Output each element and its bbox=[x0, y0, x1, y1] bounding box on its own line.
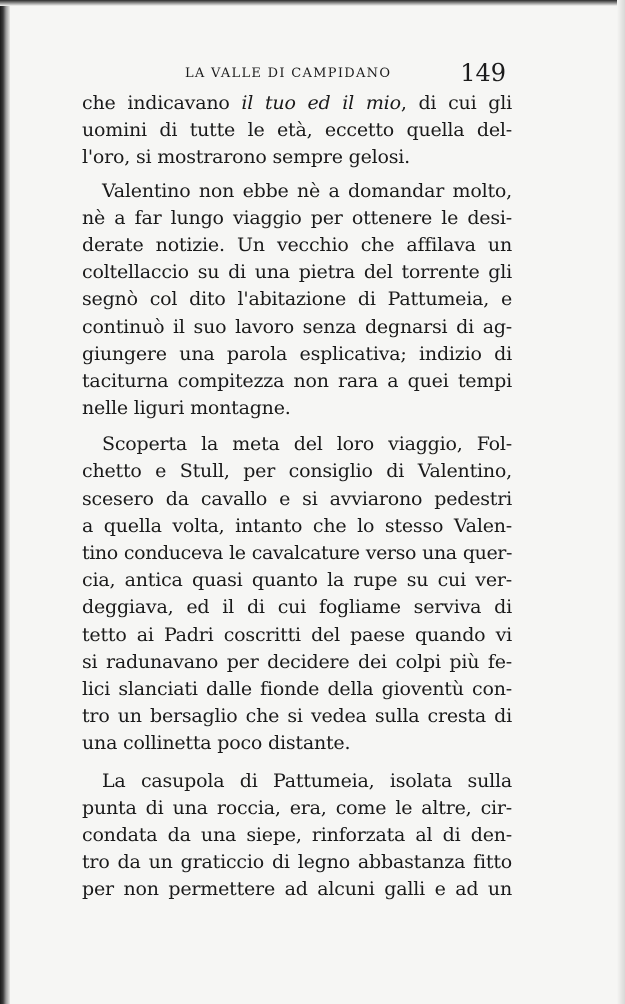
text-line: una collinetta poco distante. bbox=[82, 732, 351, 755]
text-line: l'oro, si mostrarono sempre gelosi. bbox=[82, 146, 411, 169]
italic-phrase: il tuo ed il mio bbox=[241, 92, 401, 114]
text-line: tro un bersaglio che si vedea sulla cresta di bbox=[82, 705, 512, 728]
paragraph-first-line: Scoperta la meta del loro viaggio, Fol- bbox=[102, 433, 512, 456]
text-line: uomini di tutte le età, eccetto quella del- bbox=[82, 119, 512, 142]
body-text bbox=[82, 90, 512, 903]
page-binding-shadow bbox=[0, 0, 10, 1004]
text-line: coltellaccio su di una pietra del torrente gli bbox=[82, 261, 512, 284]
page-right-shade bbox=[617, 0, 625, 1004]
text-line: nelle liguri montagne. bbox=[82, 397, 291, 420]
text-line: chetto e Stull, per consiglio di Valentino, bbox=[82, 460, 512, 483]
page-header bbox=[80, 59, 510, 92]
text-line: tro da un graticcio di legno abbastanza fitto bbox=[82, 851, 512, 874]
paragraph-first-line: La casupola di Pattumeia, isolata sulla bbox=[102, 769, 512, 792]
paragraph-first-line: Valentino non ebbe nè a domandar molto, bbox=[102, 179, 512, 202]
text-line: condata da una siepe, rinforzata al di den- bbox=[82, 823, 512, 846]
text-line: lici slanciati dalle fionde della gioventù con- bbox=[82, 677, 512, 700]
running-title: LA VALLE DI CAMPIDANO bbox=[185, 66, 392, 81]
page-number: 149 bbox=[460, 59, 506, 87]
text-line: continuò il suo lavoro senza degnarsi di ag- bbox=[82, 315, 512, 338]
text-line: derate notizie. Un vecchio che affilava un bbox=[82, 233, 512, 256]
text-line: segnò col dito l'abitazione di Pattumeia, e bbox=[82, 288, 512, 311]
text-line: taciturna compitezza non rara a quei tempi bbox=[82, 369, 512, 392]
text-line: scesero da cavallo e si avviarono pedestri bbox=[82, 487, 512, 510]
text-line: per non permettere ad alcuni galli e ad un bbox=[82, 878, 512, 901]
text-line: cia, antica quasi quanto la rupe su cui ver- bbox=[82, 569, 512, 592]
text-line: a quella volta, intanto che lo stesso Valen- bbox=[82, 514, 512, 537]
text-line: deggiava, ed il di cui fogliame serviva di bbox=[82, 596, 512, 619]
page-top-shadow bbox=[0, 0, 625, 6]
text-line: si radunavano per decidere dei colpi più fe- bbox=[82, 650, 512, 673]
text-line: nè a far lungo viaggio per ottenere le desi- bbox=[82, 206, 512, 229]
text-line: tetto ai Padri coscritti del paese quando vi bbox=[82, 623, 512, 646]
text-line: tino conduceva le cavalcature verso una quer- bbox=[82, 542, 512, 564]
text-line: che indicavano il tuo ed il mio, di cui gli bbox=[82, 92, 512, 114]
text-line: giungere una parola esplicativa; indizio di bbox=[82, 342, 512, 365]
text-line: punta di una roccia, era, come le altre, cir- bbox=[82, 796, 512, 819]
